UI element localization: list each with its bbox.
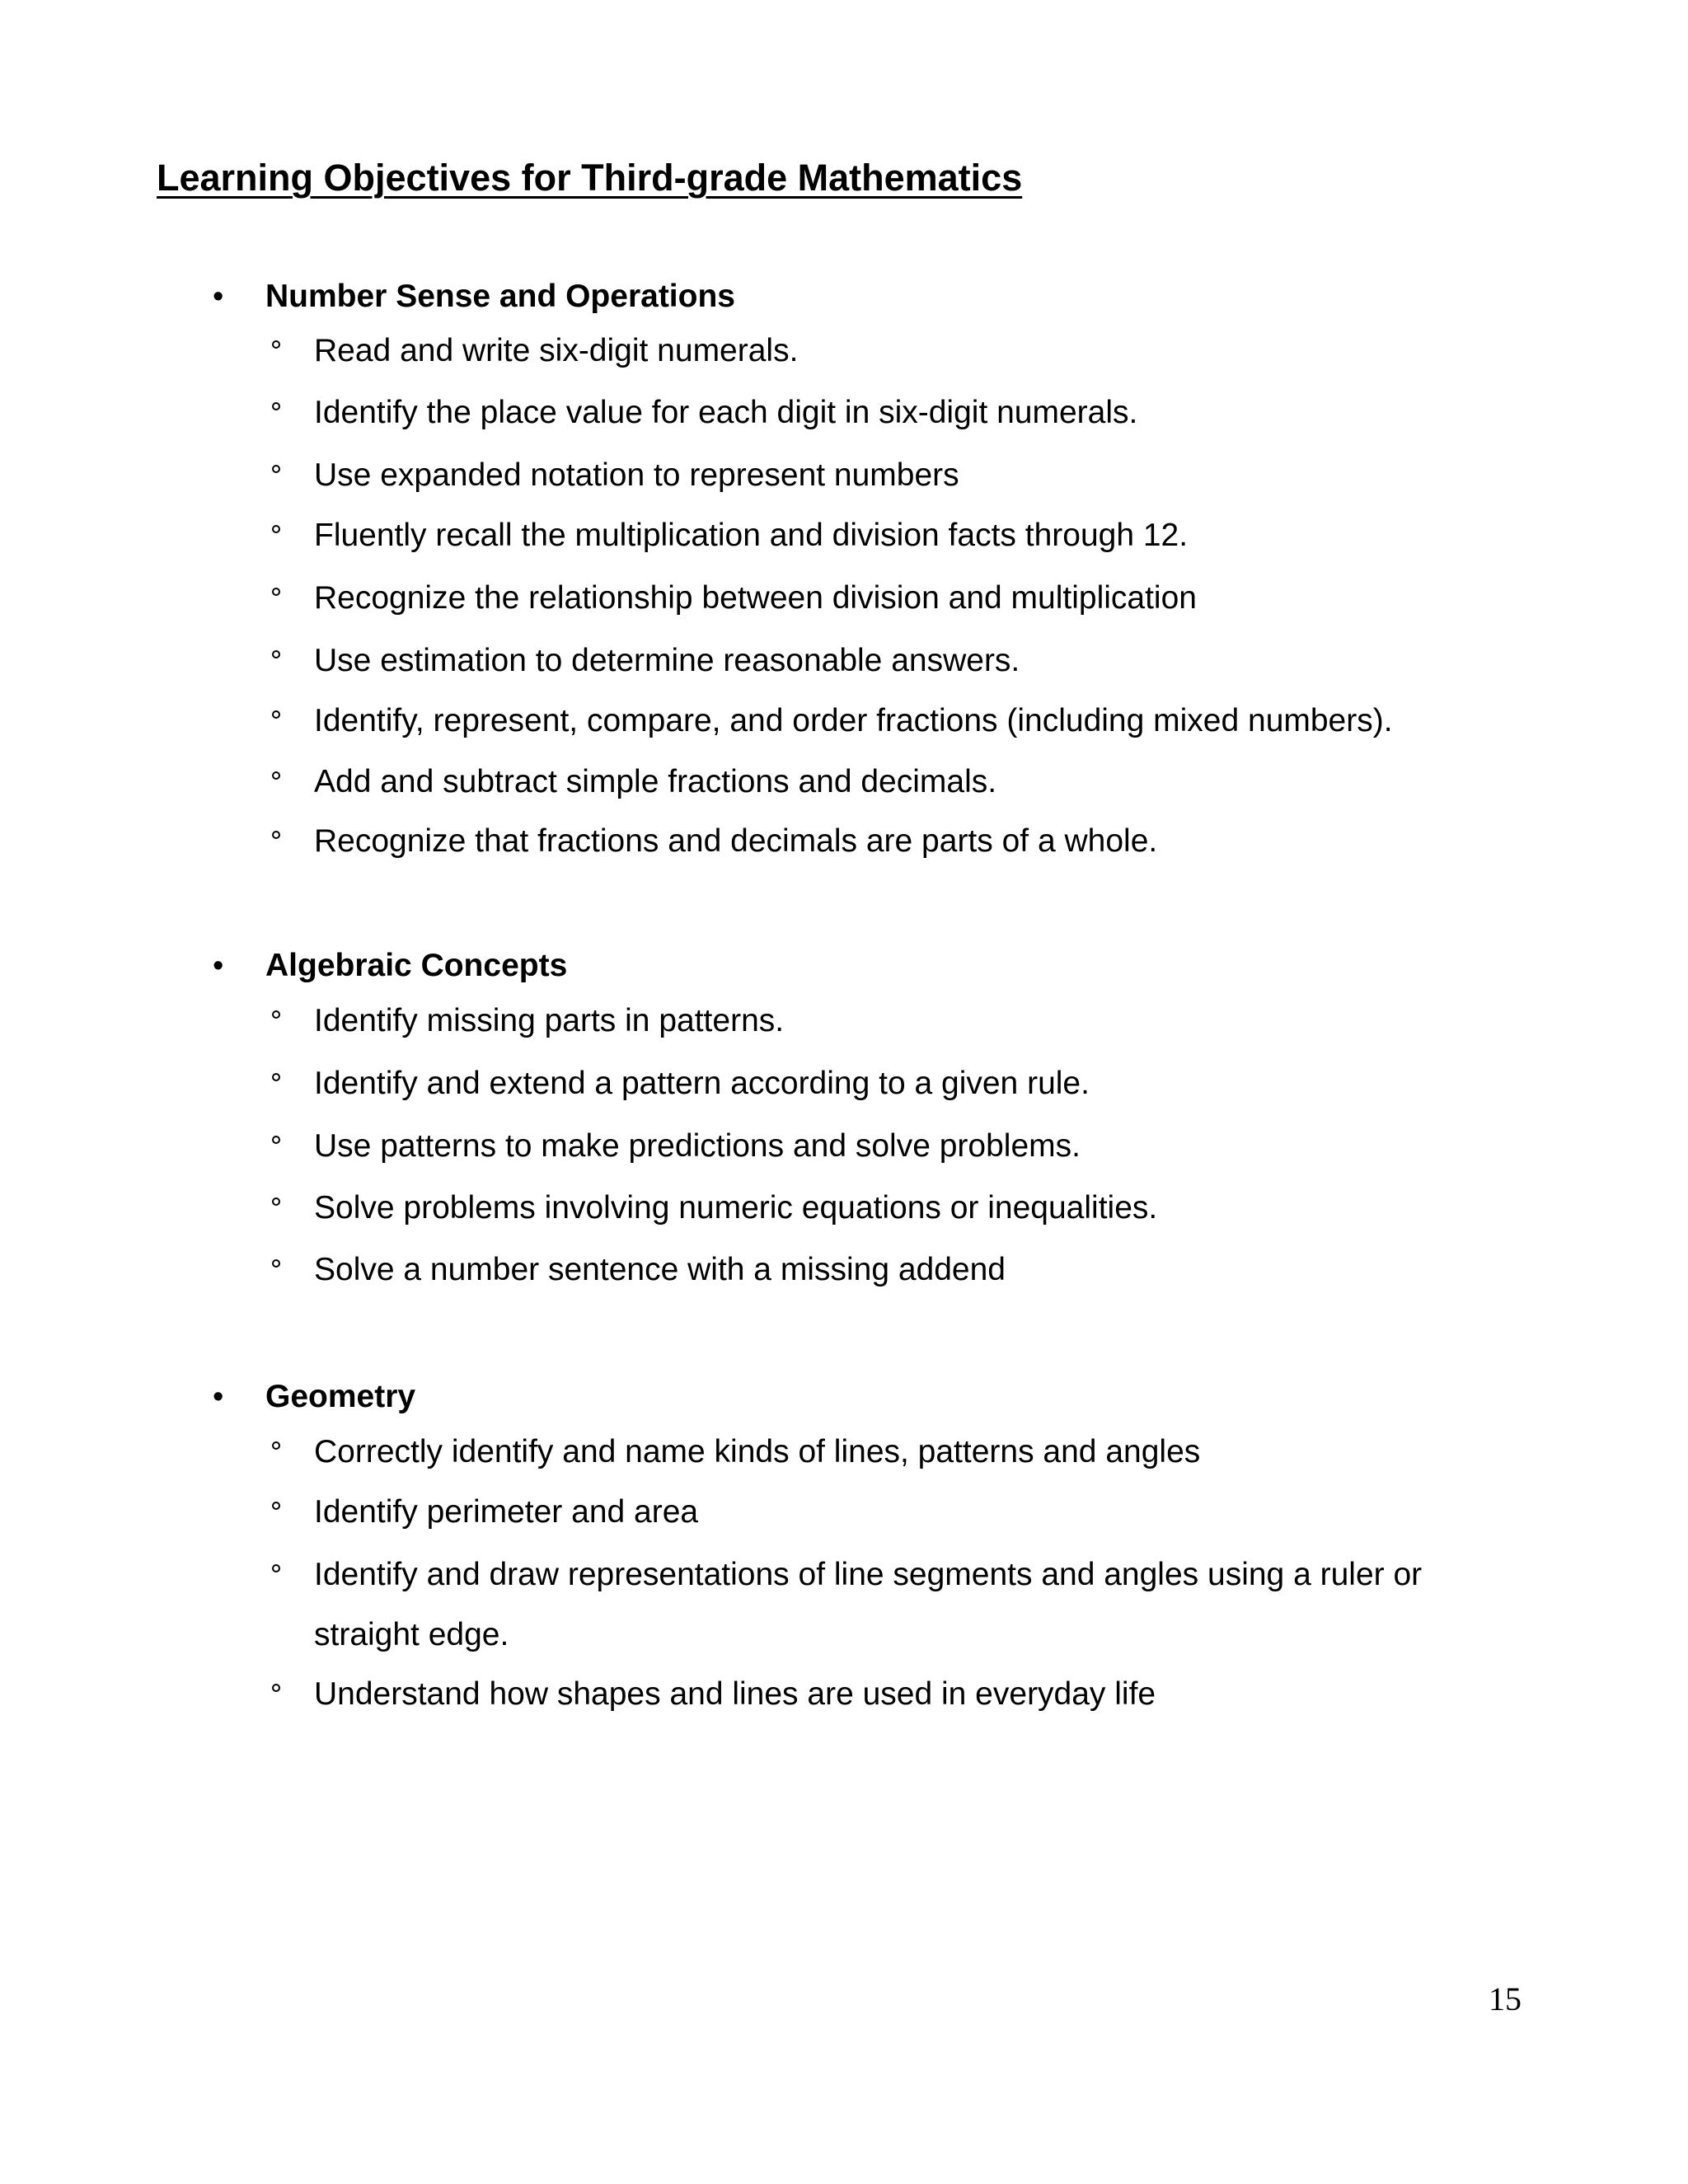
- hollow-circle-bullet-icon: [272, 710, 280, 719]
- hollow-circle-bullet-icon: [272, 1684, 280, 1692]
- list-item-text: Identify and extend a pattern according to a given rule.: [314, 1066, 1090, 1101]
- list-item-text: Recognize that fractions and decimals are parts of a whole.: [314, 823, 1158, 859]
- hollow-circle-bullet-icon: [272, 1259, 280, 1268]
- page-title: Learning Objectives for Third-grade Mathematics: [157, 157, 1023, 199]
- list-item-text: Identify and draw representations of line segments and angles using a ruler or straight edge.: [314, 1557, 1423, 1652]
- list-item-text: Understand how shapes and lines are used in everyday life: [314, 1676, 1156, 1712]
- hollow-circle-bullet-icon: [272, 402, 280, 410]
- section-heading-label: Algebraic Concepts: [265, 948, 568, 983]
- hollow-circle-bullet-icon: [272, 650, 280, 658]
- section-heading-label: Number Sense and Operations: [265, 279, 735, 314]
- list-item-text: Read and write six-digit numerals.: [314, 333, 799, 368]
- hollow-circle-bullet-icon: [272, 1073, 280, 1081]
- list-item-text: Correctly identify and name kinds of lines, patterns and angles: [314, 1434, 1201, 1469]
- list-item-text: Solve problems involving numeric equations or inequalities.: [314, 1190, 1158, 1226]
- list-item-text: Use patterns to make predictions and solve problems.: [314, 1128, 1081, 1164]
- hollow-circle-bullet-icon: [272, 525, 280, 533]
- hollow-circle-bullet-icon: [272, 1197, 280, 1206]
- list-item-text: Solve a number sentence with a missing addend: [314, 1252, 1006, 1287]
- hollow-circle-bullet-icon: [272, 1010, 280, 1019]
- hollow-circle-bullet-icon: [272, 1564, 280, 1572]
- hollow-circle-bullet-icon: [272, 340, 280, 349]
- hollow-circle-bullet-icon: [272, 588, 280, 596]
- list-item-text: Add and subtract simple fractions and decimals.: [314, 764, 997, 799]
- list-item-text: Identify, represent, compare, and order fractions (including mixed numbers).: [314, 703, 1393, 738]
- bullet-icon: •: [213, 279, 224, 314]
- bullet-icon: •: [213, 949, 224, 983]
- section-heading-label: Geometry: [265, 1379, 416, 1414]
- hollow-circle-bullet-icon: [272, 1136, 280, 1144]
- page-number: 15: [1489, 1980, 1522, 2018]
- list-item-text: Identify perimeter and area: [314, 1494, 699, 1530]
- hollow-circle-bullet-icon: [272, 1502, 280, 1510]
- hollow-circle-bullet-icon: [272, 1441, 280, 1450]
- hollow-circle-bullet-icon: [272, 831, 280, 839]
- list-item-text: Use estimation to determine reasonable answers.: [314, 643, 1020, 678]
- hollow-circle-bullet-icon: [272, 771, 280, 780]
- list-item-text: Use expanded notation to represent numbers: [314, 457, 959, 493]
- list-item-text: Fluently recall the multiplication and division facts through 12.: [314, 518, 1189, 553]
- list-item-text: Identify the place value for each digit in six-digit numerals.: [314, 395, 1138, 430]
- list-item-text: Recognize the relationship between division and multiplication: [314, 580, 1197, 616]
- list-item-text: Identify missing parts in patterns.: [314, 1003, 785, 1038]
- bullet-icon: •: [213, 1380, 224, 1414]
- hollow-circle-bullet-icon: [272, 465, 280, 473]
